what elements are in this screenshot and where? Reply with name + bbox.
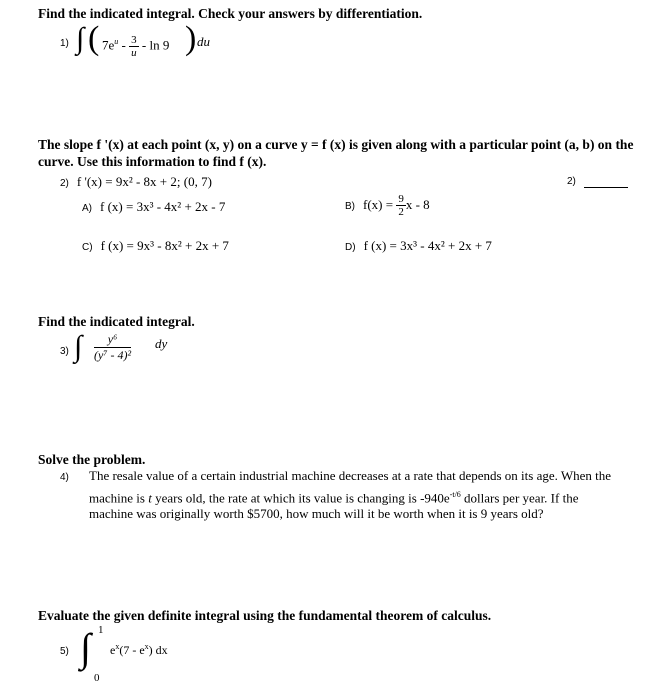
fraction: $\frac{\text{y⁶}}{\text{(y⁷ - 4)²}}$ [94,332,132,362]
section-heading: Evaluate the given definite integral using the fundamental theorem of calculus. [38,608,492,623]
problem-number: 1) [60,38,69,49]
problem-2-statement: 2) f '(x) = 9x² - 8x + 2; (0, 7) [60,174,212,189]
differential: dy [155,336,168,351]
problem-number: 5) [60,646,69,657]
problem-text-line: machine was originally worth $5700, how much will it be worth when it is 9 years old? [89,506,544,521]
upper-limit: 1 [98,624,104,636]
fraction: $\frac{9}{2}$ [398,193,404,218]
choice-c[interactable]: C) f (x) = 9x³ - 8x² + 2x + 7 [82,238,229,253]
section-heading: Find the indicated integral. Check your answers by differentiation. [38,6,423,21]
choice-b[interactable]: B) f(x) = $\frac{9}{2}$ x - 8 [345,193,430,218]
right-paren: ) [185,20,197,57]
problem-text-line: The resale value of a certain industrial machine decreases at a rate that depends on its age. When the [89,468,612,483]
problem-text-line: machine is t years old, the rate at which its value is changing is $-940e^{-t/6}$ dollars per year. If the [89,490,579,506]
section-heading: Find the indicated integral. [38,314,195,329]
section-heading-cont: curve. Use this information to find f (x). [38,154,267,169]
integral-sign-icon: ∫ [80,625,91,670]
integrand: $7e^u$ - $\frac{3}{u}$ - ln 9 [102,34,170,59]
section-heading: Solve the problem. [38,452,146,467]
choice-a[interactable]: A) f (x) = 3x³ - 4x² + 2x - 7 [82,199,226,214]
problem-number: 2) [60,178,69,189]
left-paren: ( [88,20,100,57]
section-heading: The slope f '(x) at each point (x, y) on a curve y = f (x) is given along with a particular point (a, b) on the [38,137,634,152]
answer-number: 2) [567,176,576,187]
integral-sign-icon: ∫ [76,22,85,55]
fraction: $\frac{3}{u}$ [131,34,137,59]
choice-d[interactable]: D) f (x) = 3x³ - 4x² + 2x + 7 [345,238,492,253]
integrand: $e^x(7 - e^x)$ dx [110,642,168,657]
problem-number: 4) [60,472,69,483]
integral-sign-icon: ∫ [74,330,83,363]
lower-limit: 0 [94,672,100,684]
differential: du [197,34,210,49]
problem-number: 3) [60,346,69,357]
answer-blank[interactable] [584,186,628,188]
